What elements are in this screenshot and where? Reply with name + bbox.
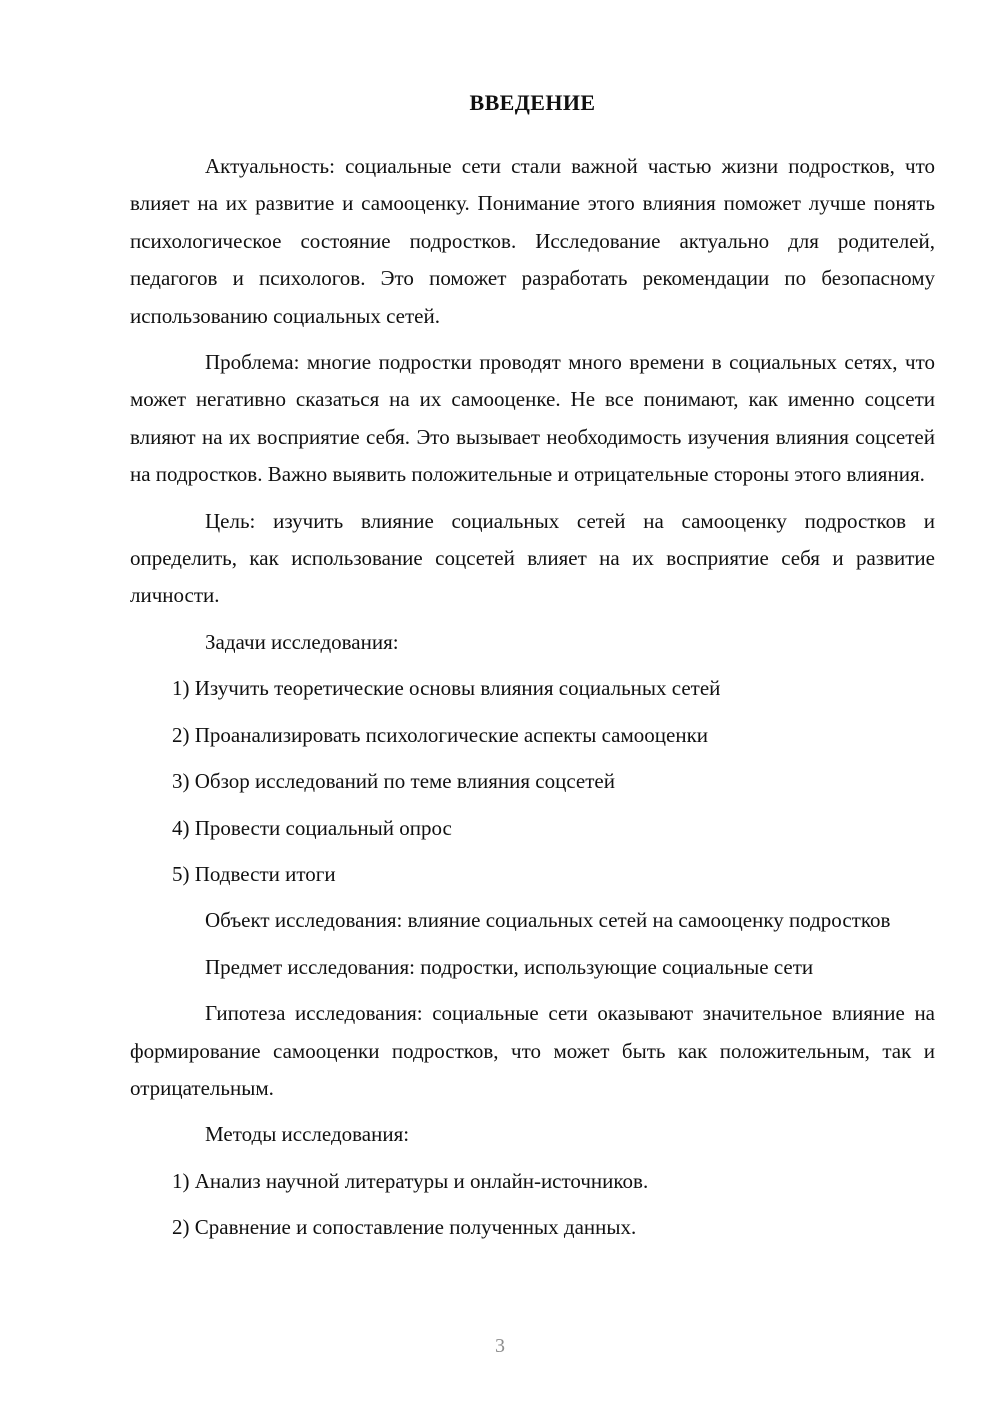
paragraph-problem: Проблема: многие подростки проводят много времени в социальных сетях, что может негативно сказаться на их самооценке. Не все понимают, как именно соцсети влияют на их восприятие себя. Это вызывает необходимость изучения влияния соцсетей на подростков. Важно выявить положительные и отрицательные стороны этого влияния.	[130, 350, 935, 487]
paragraph-hypothesis: Гипотеза исследования: социальные сети оказывают значительное влияние на формирование самооценки подростков, что может быть как положительным, так и отрицательным.	[130, 1001, 935, 1100]
list-item: 2) Проанализировать психологические аспекты самооценки	[172, 722, 709, 747]
tasks-heading: Задачи исследования:	[205, 629, 399, 654]
page-number: 3	[495, 1335, 505, 1357]
list-item: 4) Провести социальный опрос	[172, 815, 452, 840]
list-item: 1) Анализ научной литературы и онлайн-источников.	[172, 1168, 649, 1193]
list-item: 2) Сравнение и сопоставление полученных данных.	[172, 1215, 637, 1240]
document-body	[130, 88, 935, 1256]
list-item: 3) Обзор исследований по теме влияния соцсетей	[172, 769, 615, 794]
list-item: 1) Изучить теоретические основы влияния социальных сетей	[172, 676, 721, 701]
paragraph-goal: Цель: изучить влияние социальных сетей на самооценку подростков и определить, как использование соцсетей влияет на их восприятие себя и развитие личности.	[130, 508, 935, 608]
page-title: ВВЕДЕНИЕ	[469, 90, 596, 115]
paragraph-relevance: Актуальность: социальные сети стали важной частью жизни подростков, что влияет на их развитие и самооценку. Понимание этого влияния поможет лучше понять психологическое состояние подростков. Исследование актуально для родителей, педагогов и психологов. Это поможет разработать рекомендации по безопасному использованию социальных сетей.	[130, 154, 935, 328]
methods-heading: Методы исследования:	[205, 1122, 410, 1147]
paragraph-subject: Предмет исследования: подростки, использующие социальные сети	[205, 954, 814, 979]
paragraph-object: Объект исследования: влияние социальных сетей на самооценку подростков	[205, 908, 891, 933]
methods-list	[130, 1163, 935, 1247]
tasks-list	[130, 670, 935, 893]
list-item: 5) Подвести итоги	[172, 861, 336, 886]
